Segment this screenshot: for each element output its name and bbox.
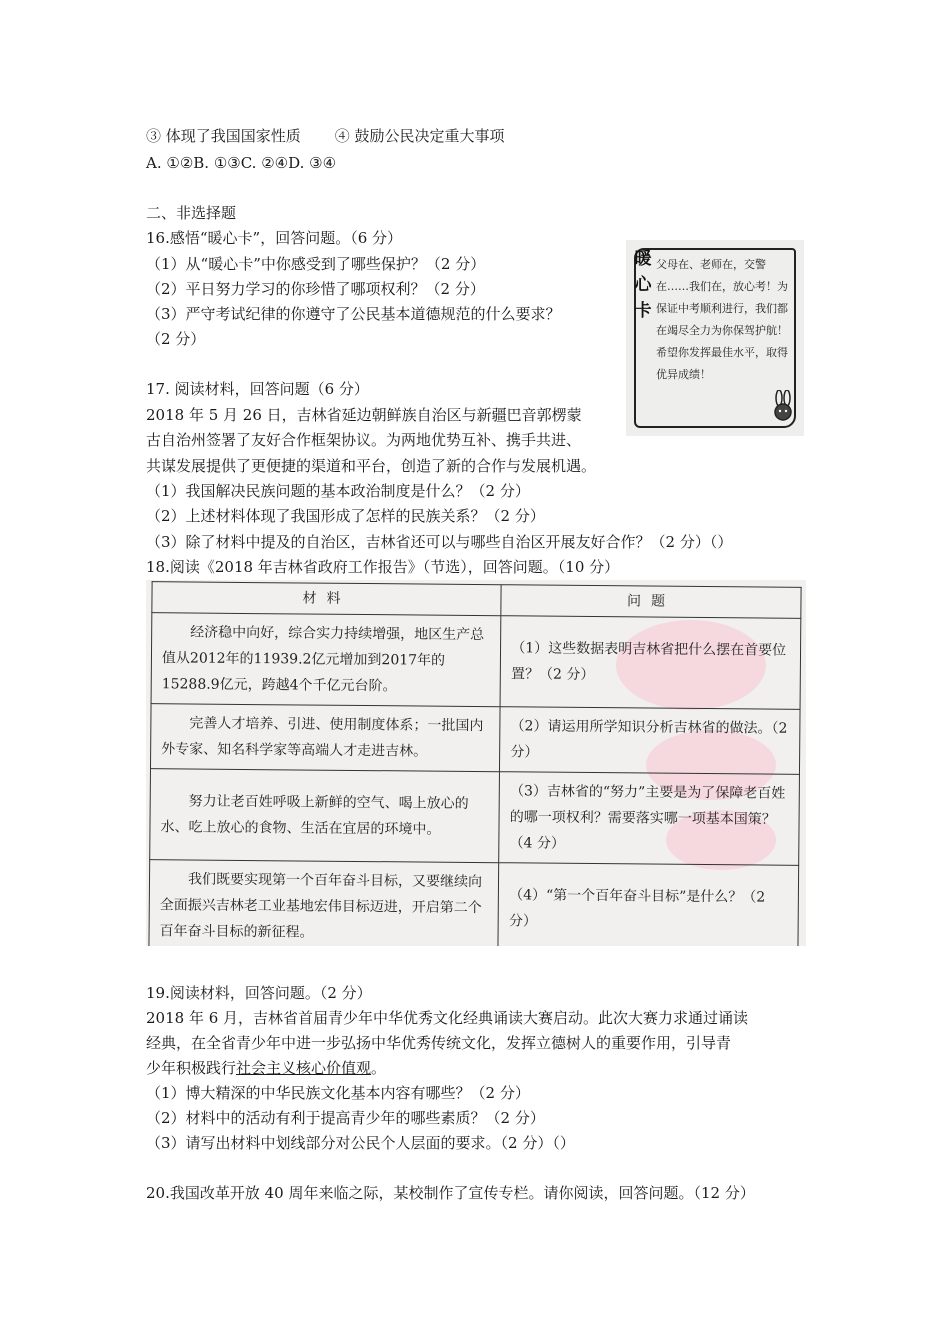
q17-para-1: 2018 年 5 月 26 日，吉林省延边朝鲜族自治区与新疆巴音郭楞蒙 — [146, 406, 582, 424]
q16-title: 16.感悟“暖心卡”，回答问题。（6 分） — [146, 229, 403, 247]
q19-para-2: 经典，在全省青少年中进一步弘扬中华优秀传统文化，发挥立德树人的重要作用，引导青 — [146, 1034, 732, 1052]
option-3: ③ 体现了我国国家性质 — [146, 127, 301, 145]
card-title: 暖心卡 — [634, 249, 652, 321]
q19-sub1: （1）博大精深的中华民族文化基本内容有哪些？（2 分） — [146, 1084, 530, 1102]
q19-para-3 — [146, 1057, 386, 1079]
q19-para-1: 2018 年 6 月，吉林省首届青少年中华优秀文化经典诵读大赛启动。此次大赛力求通过诵读 — [146, 1009, 749, 1027]
header-question: 问题 — [501, 585, 801, 619]
q20-title: 20.我国改革开放 40 周年来临之际，某校制作了宣传专栏。请你阅读，回答问题。（12 分） — [146, 1184, 755, 1202]
q19-sub2: （2）材料中的活动有利于提高青少年的哪些素质？（2 分） — [146, 1109, 545, 1127]
table-row — [151, 613, 801, 710]
q17-sub1: （1）我国解决民族问题的基本政治制度是什么？（2 分） — [146, 482, 530, 500]
table-row — [150, 769, 800, 866]
material-cell: 完善人才培养、引进、使用制度体系；一批国内外专家、知名科学家等高端人才走进吉林。 — [150, 704, 500, 772]
q19-title: 19.阅读材料，回答问题。（2 分） — [146, 984, 372, 1002]
q17-para-2: 古自治州签署了友好合作框架协议。为两地优势互补、携手共进、 — [146, 431, 582, 449]
q16-sub1: （1）从“暖心卡”中你感受到了哪些保护？（2 分） — [146, 255, 486, 273]
q16-sub3-score: （2 分） — [146, 330, 206, 348]
question-cell: （2）请运用所学知识分析吉林省的做法。（2 分） — [500, 707, 800, 775]
report-table-photo — [146, 580, 806, 946]
bunny-icon — [770, 390, 796, 424]
question-cell: （1）这些数据表明吉林省把什么摆在首要位置？（2 分） — [500, 616, 801, 710]
question-cell: （4）“第一个百年奋斗目标”是什么？（2 分） — [498, 863, 799, 946]
q16-sub3: （3）严守考试纪律的你遵守了公民基本道德规范的什么要求？ — [146, 305, 561, 323]
q19-para-3-pre: 少年积极践行 — [146, 1059, 237, 1077]
q17-sub3: （3）除了材料中提及的自治区，吉林省还可以与哪些自治区开展友好合作？（2 分）（） — [146, 533, 733, 551]
header-material: 材料 — [152, 582, 501, 616]
q16-sub2: （2）平日努力学习的你珍惜了哪项权利？（2 分） — [146, 280, 485, 298]
material-cell: 我们既要实现第一个百年奋斗目标，又要继续向全面振兴吉林老工业基地宏伟目标迈进，开启第二个百年奋斗目标的新征程。 — [149, 860, 499, 946]
underlined-phrase: 社会主义核心价值观 — [236, 1059, 372, 1077]
q19-para-3-post: 。 — [371, 1059, 387, 1077]
q17-sub2: （2）上述材料体现了我国形成了怎样的民族关系？（2 分） — [146, 507, 545, 525]
card-text: 父母在、老师在，交警在……我们在，放心考！为保证中考顺利进行，我们都在竭尽全力为你保驾护航！希望你发挥最佳水平，取得优异成绩！ — [656, 258, 788, 381]
option-4: ④ 鼓励公民决定重大事项 — [334, 127, 505, 145]
question-cell: （3）吉林省的“努力”主要是为了保障老百姓的哪一项权利？需要落实哪一项基本国策？（4 分） — [499, 772, 800, 866]
material-cell: 努力让老百姓呼吸上新鲜的空气、喝上放心的水、吃上放心的食物、生活在宜居的环境中。 — [150, 769, 500, 863]
answer-choices: A. ①②B. ①③C. ②④D. ③④ — [146, 154, 337, 172]
q17-title: 17. 阅读材料，回答问题（6 分） — [146, 380, 369, 398]
report-table — [148, 581, 801, 946]
option-line-3-4 — [146, 125, 505, 147]
table-row — [150, 704, 800, 775]
material-cell: 经济稳中向好，综合实力持续增强，地区生产总值从2012年的11939.2亿元增加到2017年的15288.9亿元，跨越4个千亿元台阶。 — [151, 613, 501, 707]
q18-title: 18.阅读《2018 年吉林省政府工作报告》（节选），回答问题。（10 分） — [146, 558, 620, 576]
q17-para-3: 共谋发展提供了更便捷的渠道和平台，创造了新的合作与发展机遇。 — [146, 457, 597, 475]
table-row — [149, 860, 799, 946]
warm-heart-card — [626, 240, 804, 436]
section-heading: 二、非选择题 — [146, 204, 237, 222]
q19-sub3: （3）请写出材料中划线部分对公民个人层面的要求。（2 分）（） — [146, 1134, 575, 1152]
